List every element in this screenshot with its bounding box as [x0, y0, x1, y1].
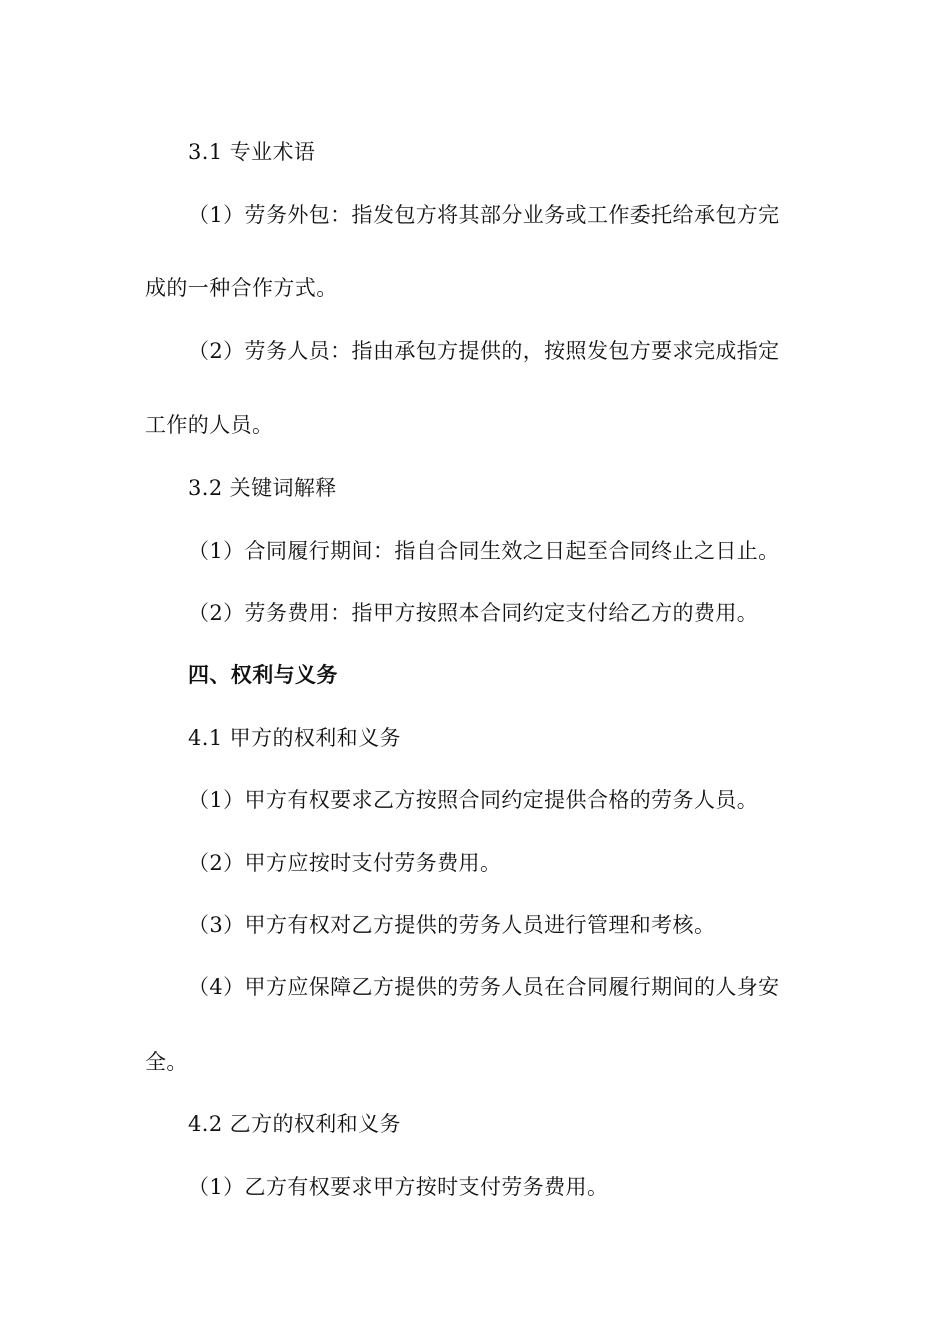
paragraph-line: （2）甲方应按时支付劳务费用。 [188, 851, 502, 875]
section-heading-3-2: 3.2 关键词解释 [188, 476, 337, 500]
paragraph-line: 全。 [145, 1050, 188, 1074]
paragraph-line: 工作的人员。 [145, 413, 274, 437]
paragraph-line: （1）甲方有权要求乙方按照合同约定提供合格的劳务人员。 [188, 788, 759, 812]
paragraph-line: （2）劳务费用：指甲方按照本合同约定支付给乙方的费用。 [188, 601, 759, 625]
paragraph-line: （3）甲方有权对乙方提供的劳务人员进行管理和考核。 [188, 913, 716, 937]
paragraph-line: （1）劳务外包：指发包方将其部分业务或工作委托给承包方完 [188, 203, 780, 227]
paragraph-line: （1）合同履行期间：指自合同生效之日起至合同终止之日止。 [188, 539, 780, 563]
paragraph-line: （1）乙方有权要求甲方按时支付劳务费用。 [188, 1175, 609, 1199]
section-heading-4-1: 4.1 甲方的权利和义务 [188, 726, 401, 750]
paragraph-line: 成的一种合作方式。 [145, 276, 338, 300]
chapter-heading-4: 四、权利与义务 [188, 662, 338, 687]
paragraph-line: （2）劳务人员：指由承包方提供的，按照发包方要求完成指定 [188, 339, 780, 363]
section-heading-4-2: 4.2 乙方的权利和义务 [188, 1112, 401, 1136]
paragraph-line: （4）甲方应保障乙方提供的劳务人员在合同履行期间的人身安 [188, 975, 780, 999]
section-heading-3-1: 3.1 专业术语 [188, 140, 316, 164]
